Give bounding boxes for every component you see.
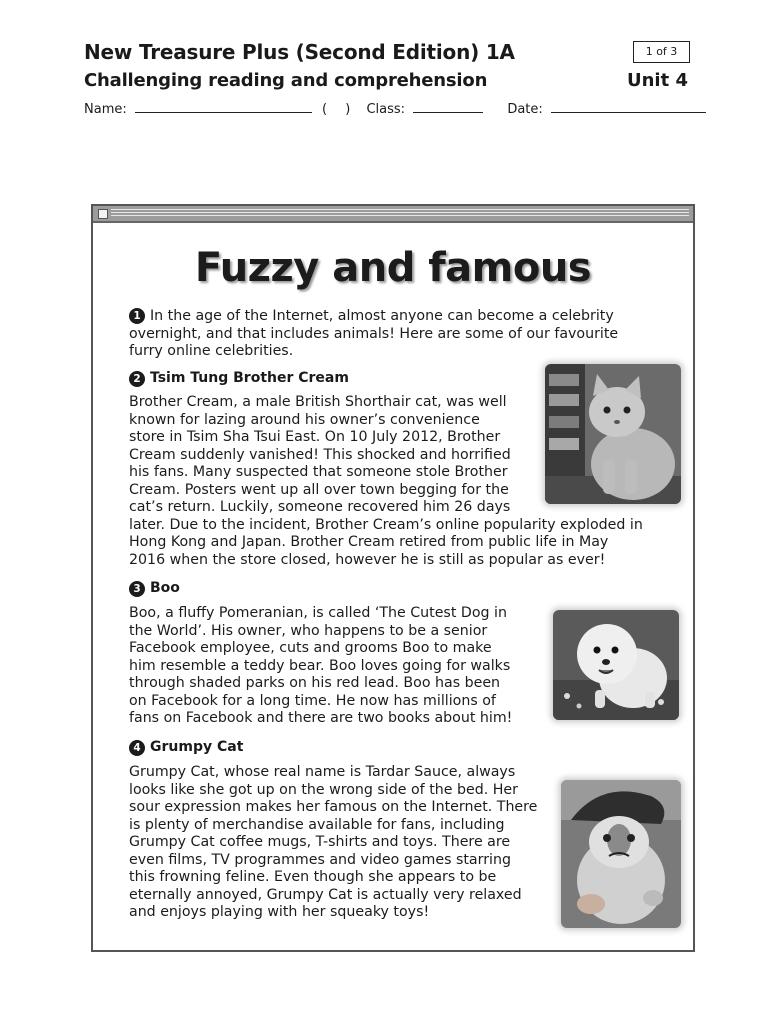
- class-line: [413, 102, 483, 113]
- number-badge: 1: [129, 308, 145, 324]
- text-line: looks like she got up on the wrong side of the bed. Her: [129, 781, 518, 798]
- title-bar-stripes: [111, 209, 689, 218]
- intro-line: overnight, and that includes animals! Here are some of our favourite: [129, 325, 619, 342]
- student-info-fields: [84, 102, 706, 117]
- boo-paragraph: [129, 605, 569, 728]
- dog-photo: [553, 610, 679, 720]
- name-label: Name:: [84, 102, 127, 117]
- grumpy-cat-image: [561, 780, 681, 928]
- date-label: Date:: [507, 102, 543, 117]
- text-line: 2016 when the store closed, however he is still as popular as ever!: [129, 551, 606, 568]
- paren-open: (: [322, 102, 328, 117]
- text-line: later. Due to the incident, Brother Cream’s online popularity exploded in: [129, 516, 643, 533]
- text-line: Cream. Posters went up all over town begging for the: [129, 481, 509, 498]
- text-line: known for lazing around his owner’s convenience: [129, 411, 480, 428]
- cat-image: [545, 364, 681, 504]
- intro-paragraph: [129, 308, 669, 361]
- number-badge: 4: [129, 740, 145, 756]
- article-frame: [91, 204, 695, 952]
- text-line: his fans. Many suspected that someone stole Brother: [129, 464, 508, 480]
- text-line: sour expression makes her famous on the Internet. There: [129, 799, 538, 815]
- grumpy-cat-photo: [561, 780, 681, 928]
- worksheet-title: New Treasure Plus (Second Edition) 1A: [84, 40, 515, 64]
- paren-close: ): [345, 102, 351, 117]
- class-label: Class:: [366, 102, 406, 117]
- date-line: [551, 102, 706, 113]
- text-line: and enjoys playing with her squeaky toys!: [129, 904, 430, 920]
- frame-title-bar: [93, 206, 693, 223]
- worksheet-subtitle: Challenging reading and comprehension: [84, 70, 488, 91]
- text-line: is plenty of merchandise available for fans, including: [129, 816, 505, 833]
- text-line: eternally annoyed, Grumpy Cat is actually very relaxed: [129, 886, 522, 903]
- cat-photo: [545, 364, 681, 504]
- text-line: Grumpy Cat coffee mugs, T-shirts and toys. There are: [129, 834, 511, 850]
- name-line: [135, 102, 312, 113]
- window-box-icon: [98, 209, 108, 219]
- intro-line: 1 In the age of the Internet, almost anyone can become a celebrity: [129, 308, 669, 326]
- dog-image: [553, 610, 679, 720]
- text-line: store in Tsim Sha Tsui East. On 10 July 2012, Brother: [129, 429, 501, 445]
- grumpy-cat-paragraph: [129, 764, 569, 922]
- text-line: Brother Cream, a male British Shorthair cat, was well: [129, 394, 507, 410]
- section-heading-grumpy-cat: 4 Grumpy Cat: [129, 739, 243, 756]
- text-line: this frowning feline. Even though she appears to be: [129, 869, 497, 885]
- text-line: fans on Facebook and there are two books about him!: [129, 710, 513, 726]
- text-line: even films, TV programmes and video games starring: [129, 851, 511, 868]
- page-number-box: 1 of 3: [633, 41, 690, 63]
- text-line: cat’s return. Luckily, someone recovered him 26 days: [129, 499, 511, 515]
- text-line: Boo, a fluffy Pomeranian, is called ‘The Cutest Dog in: [129, 605, 507, 621]
- text-line: Facebook employee, cuts and grooms Boo to make: [129, 640, 492, 656]
- text-line: through shaded parks on his red lead. Boo has been: [129, 675, 501, 691]
- text-line: Cream suddenly vanished! This shocked and horrified: [129, 446, 511, 463]
- text-line: the World’. His owner, who happens to be a senior: [129, 622, 488, 639]
- intro-line: furry online celebrities.: [129, 343, 294, 359]
- text-line: on Facebook for a long time. He now has millions of: [129, 692, 496, 709]
- text-line: Hong Kong and Japan. Brother Cream retired from public life in May: [129, 534, 609, 550]
- number-badge: 3: [129, 581, 145, 597]
- number-badge: 2: [129, 371, 145, 387]
- text-line: him resemble a teddy bear. Boo loves going for walks: [129, 657, 511, 674]
- article-title: Fuzzy and famous: [194, 245, 592, 291]
- unit-label: Unit 4: [627, 70, 688, 91]
- section-heading-brother-cream: 2 Tsim Tung Brother Cream: [129, 370, 349, 387]
- text-line: Grumpy Cat, whose real name is Tardar Sauce, always: [129, 764, 516, 780]
- section-heading-boo: 3 Boo: [129, 580, 180, 597]
